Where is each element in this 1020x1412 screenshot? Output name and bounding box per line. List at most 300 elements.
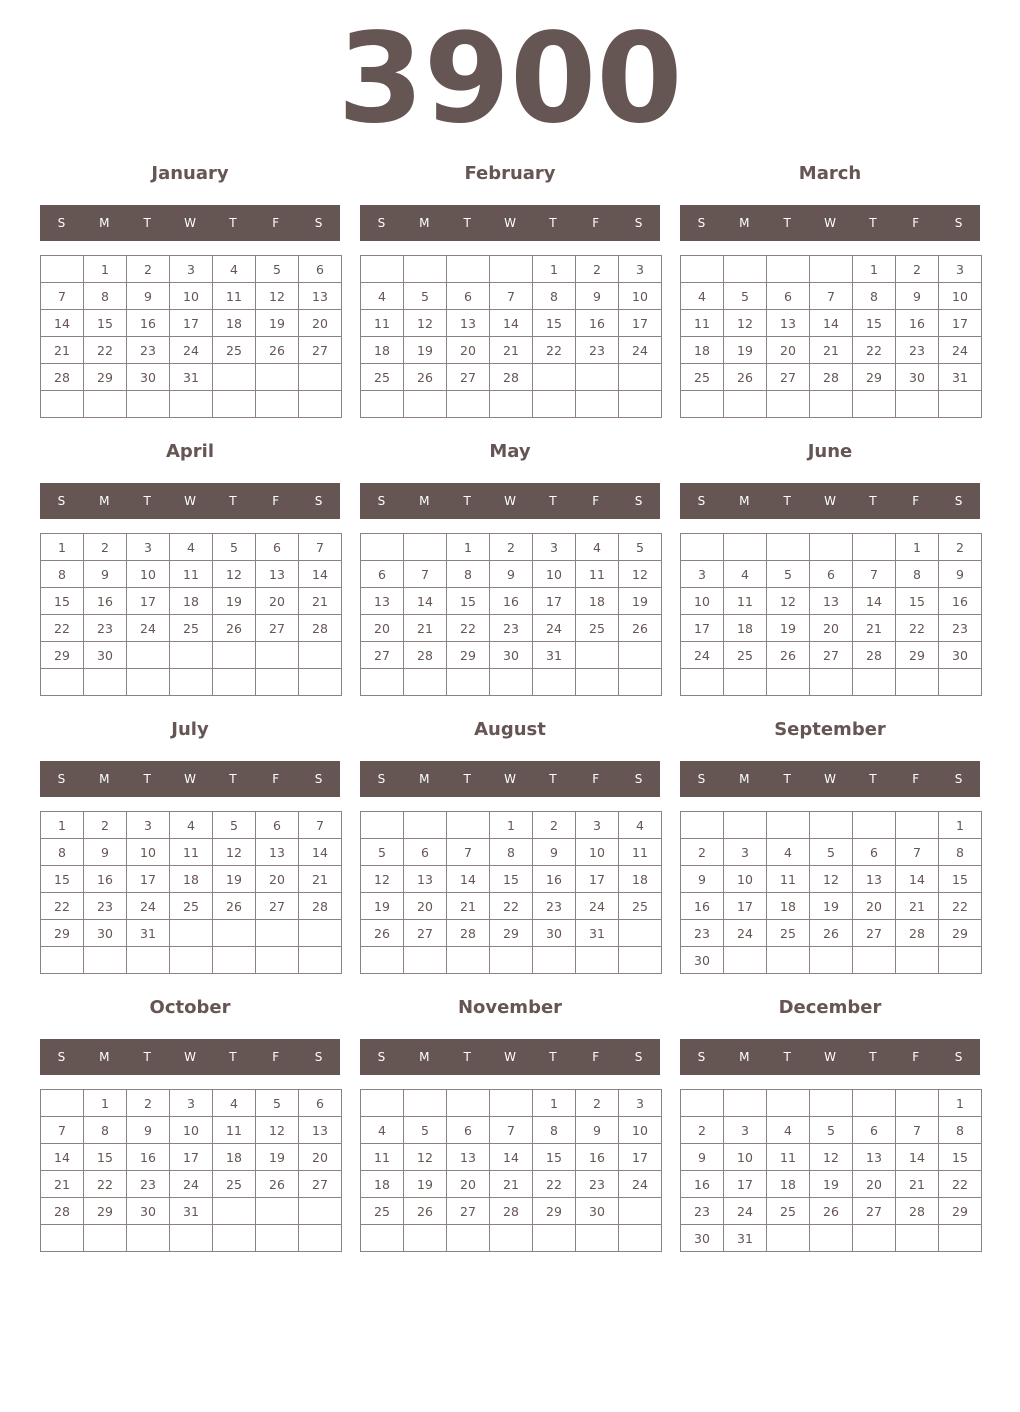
day-cell: 14 <box>490 310 533 337</box>
day-cell: 6 <box>256 812 299 839</box>
day-cell: 6 <box>299 256 342 283</box>
weekday-label: F <box>912 1050 920 1064</box>
day-cell: 19 <box>404 1171 447 1198</box>
day-cell <box>361 947 404 974</box>
weekday-label: S <box>377 494 386 508</box>
day-cell: 15 <box>533 1144 576 1171</box>
day-cell: 28 <box>853 642 896 669</box>
day-cell: 20 <box>404 893 447 920</box>
day-cell: 27 <box>810 642 853 669</box>
day-cell <box>810 669 853 696</box>
day-cell: 8 <box>939 839 982 866</box>
day-cell: 2 <box>681 1117 724 1144</box>
day-cell: 16 <box>533 866 576 893</box>
weekday-header <box>40 483 340 519</box>
day-cell: 27 <box>299 1171 342 1198</box>
day-cell: 23 <box>939 615 982 642</box>
month-name: September <box>774 719 886 740</box>
day-cell: 24 <box>170 337 213 364</box>
day-cell: 13 <box>256 839 299 866</box>
day-cell <box>896 947 939 974</box>
day-cell: 11 <box>170 561 213 588</box>
day-cell <box>619 1198 662 1225</box>
day-cell: 4 <box>361 1117 404 1144</box>
month-july <box>40 714 340 984</box>
day-cell <box>404 947 447 974</box>
day-cell: 22 <box>84 337 127 364</box>
day-cell <box>170 642 213 669</box>
day-cell <box>213 642 256 669</box>
day-cell: 19 <box>256 310 299 337</box>
day-cell: 25 <box>213 337 256 364</box>
day-cell <box>490 1225 533 1252</box>
day-cell: 30 <box>127 364 170 391</box>
day-cell: 11 <box>767 1144 810 1171</box>
weekday-label: S <box>697 1050 706 1064</box>
day-cell: 7 <box>447 839 490 866</box>
weekday-label: F <box>912 216 920 230</box>
day-cell <box>256 1225 299 1252</box>
weekday-label: W <box>824 494 836 508</box>
day-cell: 29 <box>896 642 939 669</box>
day-cell: 5 <box>810 839 853 866</box>
day-cell: 27 <box>404 920 447 947</box>
day-cell: 26 <box>810 920 853 947</box>
weekday-label: T <box>783 494 791 508</box>
day-cell: 14 <box>810 310 853 337</box>
weekday-label: S <box>634 494 643 508</box>
day-cell: 1 <box>533 256 576 283</box>
day-cell: 10 <box>724 1144 767 1171</box>
week-row <box>41 1225 342 1252</box>
day-cell: 12 <box>810 866 853 893</box>
weekday-header <box>680 761 980 797</box>
week-row <box>681 391 982 418</box>
day-cell: 17 <box>127 866 170 893</box>
weekday-label: W <box>184 216 196 230</box>
day-cell: 17 <box>533 588 576 615</box>
day-cell: 20 <box>447 1171 490 1198</box>
weekday-label: S <box>57 216 66 230</box>
day-cell: 19 <box>361 893 404 920</box>
weekday-label: T <box>869 772 877 786</box>
day-cell: 6 <box>853 839 896 866</box>
day-cell: 21 <box>896 893 939 920</box>
day-cell: 5 <box>810 1117 853 1144</box>
day-cell: 29 <box>84 1198 127 1225</box>
day-cell <box>576 669 619 696</box>
day-cell <box>404 256 447 283</box>
day-cell: 22 <box>84 1171 127 1198</box>
week-row <box>41 669 342 696</box>
day-cell: 7 <box>41 1117 84 1144</box>
day-cell: 13 <box>447 1144 490 1171</box>
day-cell: 24 <box>681 642 724 669</box>
day-cell: 22 <box>41 893 84 920</box>
month-november <box>360 992 660 1262</box>
day-grid <box>40 1089 342 1252</box>
month-april <box>40 436 340 706</box>
month-september <box>680 714 980 984</box>
day-grid <box>680 811 982 974</box>
day-cell: 29 <box>41 920 84 947</box>
day-cell: 12 <box>724 310 767 337</box>
day-cell <box>810 1090 853 1117</box>
day-cell: 18 <box>213 1144 256 1171</box>
week-row <box>41 1090 342 1117</box>
day-cell: 14 <box>896 866 939 893</box>
day-cell: 14 <box>299 839 342 866</box>
week-row <box>681 839 982 866</box>
day-cell: 18 <box>767 893 810 920</box>
day-cell: 6 <box>404 839 447 866</box>
day-cell: 9 <box>533 839 576 866</box>
day-cell: 16 <box>896 310 939 337</box>
day-cell <box>490 947 533 974</box>
day-cell: 6 <box>810 561 853 588</box>
day-cell: 28 <box>896 1198 939 1225</box>
month-name: May <box>489 441 531 462</box>
day-cell <box>361 1090 404 1117</box>
day-cell <box>299 947 342 974</box>
weekday-label: S <box>954 494 963 508</box>
weekday-label: S <box>57 494 66 508</box>
day-cell <box>619 391 662 418</box>
weekday-label: T <box>463 216 471 230</box>
day-cell <box>447 1090 490 1117</box>
day-cell: 26 <box>810 1198 853 1225</box>
day-grid <box>680 1089 982 1252</box>
week-row <box>41 866 342 893</box>
day-cell <box>853 812 896 839</box>
weekday-label: T <box>229 216 237 230</box>
day-cell <box>619 364 662 391</box>
day-cell: 11 <box>681 310 724 337</box>
day-cell: 28 <box>490 1198 533 1225</box>
day-cell: 19 <box>810 1171 853 1198</box>
week-row <box>41 839 342 866</box>
weekday-label: W <box>824 772 836 786</box>
day-cell: 20 <box>256 866 299 893</box>
day-cell: 10 <box>170 1117 213 1144</box>
day-cell: 8 <box>447 561 490 588</box>
day-cell <box>853 1090 896 1117</box>
day-cell: 12 <box>404 1144 447 1171</box>
weekday-label: T <box>549 1050 557 1064</box>
day-cell: 21 <box>447 893 490 920</box>
day-cell <box>681 1090 724 1117</box>
day-cell: 26 <box>724 364 767 391</box>
weekday-header <box>360 483 660 519</box>
day-cell <box>576 642 619 669</box>
weekday-label: W <box>504 494 516 508</box>
weekday-label: T <box>869 216 877 230</box>
day-cell: 2 <box>681 839 724 866</box>
week-row <box>361 364 662 391</box>
day-cell <box>299 669 342 696</box>
month-march <box>680 158 980 428</box>
day-cell <box>84 947 127 974</box>
day-cell: 14 <box>447 866 490 893</box>
day-cell <box>213 1198 256 1225</box>
day-cell <box>810 947 853 974</box>
day-cell <box>127 642 170 669</box>
day-cell <box>256 947 299 974</box>
week-row <box>681 283 982 310</box>
weekday-label: W <box>504 772 516 786</box>
week-row <box>681 534 982 561</box>
day-cell: 26 <box>404 1198 447 1225</box>
day-cell: 30 <box>127 1198 170 1225</box>
day-cell: 31 <box>533 642 576 669</box>
day-cell: 11 <box>619 839 662 866</box>
day-cell <box>213 391 256 418</box>
weekday-label: T <box>869 1050 877 1064</box>
day-cell: 3 <box>724 1117 767 1144</box>
day-cell: 21 <box>896 1171 939 1198</box>
weekday-label: M <box>419 772 430 786</box>
day-cell <box>213 947 256 974</box>
day-cell: 27 <box>299 337 342 364</box>
day-grid <box>680 255 982 418</box>
day-cell: 22 <box>939 1171 982 1198</box>
day-cell: 9 <box>490 561 533 588</box>
day-cell <box>533 391 576 418</box>
day-cell: 14 <box>41 1144 84 1171</box>
day-cell: 23 <box>127 337 170 364</box>
week-row <box>681 615 982 642</box>
day-cell <box>127 669 170 696</box>
day-cell: 4 <box>767 839 810 866</box>
day-cell <box>810 391 853 418</box>
day-cell: 6 <box>299 1090 342 1117</box>
day-cell: 15 <box>896 588 939 615</box>
week-row <box>681 561 982 588</box>
weekday-label: F <box>912 772 920 786</box>
day-cell: 7 <box>896 839 939 866</box>
day-cell <box>299 1198 342 1225</box>
day-cell: 5 <box>619 534 662 561</box>
day-cell: 29 <box>533 1198 576 1225</box>
day-cell: 5 <box>213 812 256 839</box>
weekday-label: S <box>57 1050 66 1064</box>
week-row <box>681 1171 982 1198</box>
day-cell: 28 <box>404 642 447 669</box>
month-name: July <box>171 719 209 740</box>
day-cell: 25 <box>361 1198 404 1225</box>
day-cell <box>170 920 213 947</box>
day-grid <box>360 255 662 418</box>
day-cell: 7 <box>404 561 447 588</box>
day-cell: 27 <box>256 615 299 642</box>
day-cell: 30 <box>681 947 724 974</box>
day-cell: 14 <box>490 1144 533 1171</box>
day-cell: 1 <box>447 534 490 561</box>
weekday-label: F <box>272 216 280 230</box>
month-name: October <box>149 997 231 1018</box>
day-cell <box>170 391 213 418</box>
day-cell: 18 <box>767 1171 810 1198</box>
day-cell: 19 <box>256 1144 299 1171</box>
day-cell <box>490 391 533 418</box>
day-cell: 17 <box>619 1144 662 1171</box>
day-cell <box>853 1225 896 1252</box>
weekday-header <box>360 205 660 241</box>
weekday-label: S <box>314 216 323 230</box>
day-cell: 24 <box>576 893 619 920</box>
day-cell: 1 <box>490 812 533 839</box>
month-name: February <box>464 163 556 184</box>
day-cell: 26 <box>256 337 299 364</box>
day-cell: 9 <box>896 283 939 310</box>
day-cell: 24 <box>127 615 170 642</box>
day-cell: 31 <box>939 364 982 391</box>
day-cell: 31 <box>127 920 170 947</box>
week-row <box>41 561 342 588</box>
day-cell: 24 <box>127 893 170 920</box>
week-row <box>41 1198 342 1225</box>
day-cell: 5 <box>724 283 767 310</box>
day-cell: 3 <box>170 1090 213 1117</box>
day-cell: 4 <box>213 256 256 283</box>
week-row <box>361 588 662 615</box>
day-cell: 26 <box>213 893 256 920</box>
week-row <box>361 866 662 893</box>
day-cell: 25 <box>170 893 213 920</box>
day-cell: 18 <box>213 310 256 337</box>
day-cell: 11 <box>213 283 256 310</box>
day-cell: 16 <box>127 1144 170 1171</box>
week-row <box>361 1171 662 1198</box>
day-cell: 3 <box>170 256 213 283</box>
weekday-label: T <box>869 494 877 508</box>
weekday-label: S <box>697 494 706 508</box>
day-cell: 27 <box>853 1198 896 1225</box>
day-cell <box>533 1225 576 1252</box>
weekday-label: F <box>272 1050 280 1064</box>
month-february <box>360 158 660 428</box>
weekday-label: T <box>229 772 237 786</box>
weekday-label: S <box>697 772 706 786</box>
day-cell: 14 <box>41 310 84 337</box>
day-cell: 2 <box>576 1090 619 1117</box>
day-cell: 15 <box>490 866 533 893</box>
day-cell <box>299 391 342 418</box>
day-cell <box>170 669 213 696</box>
day-cell: 25 <box>170 615 213 642</box>
week-row <box>361 947 662 974</box>
weekday-label: S <box>314 1050 323 1064</box>
day-cell <box>619 947 662 974</box>
weekday-label: M <box>739 772 750 786</box>
day-cell: 13 <box>299 1117 342 1144</box>
day-grid <box>40 255 342 418</box>
day-cell: 11 <box>361 310 404 337</box>
day-cell: 7 <box>299 534 342 561</box>
day-cell <box>127 1225 170 1252</box>
day-cell <box>170 947 213 974</box>
day-cell: 21 <box>853 615 896 642</box>
day-cell <box>576 391 619 418</box>
day-cell: 23 <box>127 1171 170 1198</box>
week-row <box>41 642 342 669</box>
day-cell <box>767 1225 810 1252</box>
month-august <box>360 714 660 984</box>
weekday-header <box>40 1039 340 1075</box>
day-cell <box>213 1225 256 1252</box>
day-cell <box>619 1225 662 1252</box>
weekday-label: T <box>783 1050 791 1064</box>
day-cell: 19 <box>404 337 447 364</box>
weekday-header <box>40 205 340 241</box>
day-cell: 25 <box>576 615 619 642</box>
month-october <box>40 992 340 1262</box>
week-row <box>681 866 982 893</box>
day-cell: 29 <box>939 1198 982 1225</box>
day-cell: 18 <box>361 1171 404 1198</box>
weekday-label: M <box>739 494 750 508</box>
day-cell: 25 <box>619 893 662 920</box>
day-cell: 14 <box>299 561 342 588</box>
day-cell: 28 <box>896 920 939 947</box>
week-row <box>681 1144 982 1171</box>
weekday-label: F <box>272 772 280 786</box>
day-grid <box>40 533 342 696</box>
day-cell: 24 <box>533 615 576 642</box>
day-cell <box>127 947 170 974</box>
day-cell: 18 <box>361 337 404 364</box>
day-cell <box>939 669 982 696</box>
day-cell: 7 <box>490 1117 533 1144</box>
day-cell: 1 <box>853 256 896 283</box>
day-cell <box>767 947 810 974</box>
day-cell: 9 <box>127 1117 170 1144</box>
weekday-label: S <box>314 772 323 786</box>
week-row <box>681 1198 982 1225</box>
day-cell: 22 <box>853 337 896 364</box>
day-cell <box>767 1090 810 1117</box>
week-row <box>361 615 662 642</box>
day-cell: 5 <box>361 839 404 866</box>
day-cell: 21 <box>490 1171 533 1198</box>
day-cell: 16 <box>127 310 170 337</box>
day-cell: 5 <box>767 561 810 588</box>
day-cell <box>490 1090 533 1117</box>
day-cell: 30 <box>681 1225 724 1252</box>
day-cell: 8 <box>533 1117 576 1144</box>
weekday-label: T <box>549 772 557 786</box>
weekday-label: S <box>954 772 963 786</box>
day-cell: 28 <box>41 364 84 391</box>
day-cell: 3 <box>619 256 662 283</box>
day-cell: 18 <box>681 337 724 364</box>
day-cell: 2 <box>576 256 619 283</box>
day-cell: 19 <box>619 588 662 615</box>
day-cell: 22 <box>533 337 576 364</box>
week-row <box>361 893 662 920</box>
day-cell <box>41 669 84 696</box>
day-cell <box>447 669 490 696</box>
day-cell: 17 <box>724 893 767 920</box>
day-cell: 27 <box>767 364 810 391</box>
day-cell: 1 <box>533 1090 576 1117</box>
month-name: March <box>798 163 862 184</box>
weekday-label: M <box>419 494 430 508</box>
day-cell: 6 <box>853 1117 896 1144</box>
day-cell <box>896 1090 939 1117</box>
day-cell: 16 <box>939 588 982 615</box>
day-cell: 26 <box>213 615 256 642</box>
